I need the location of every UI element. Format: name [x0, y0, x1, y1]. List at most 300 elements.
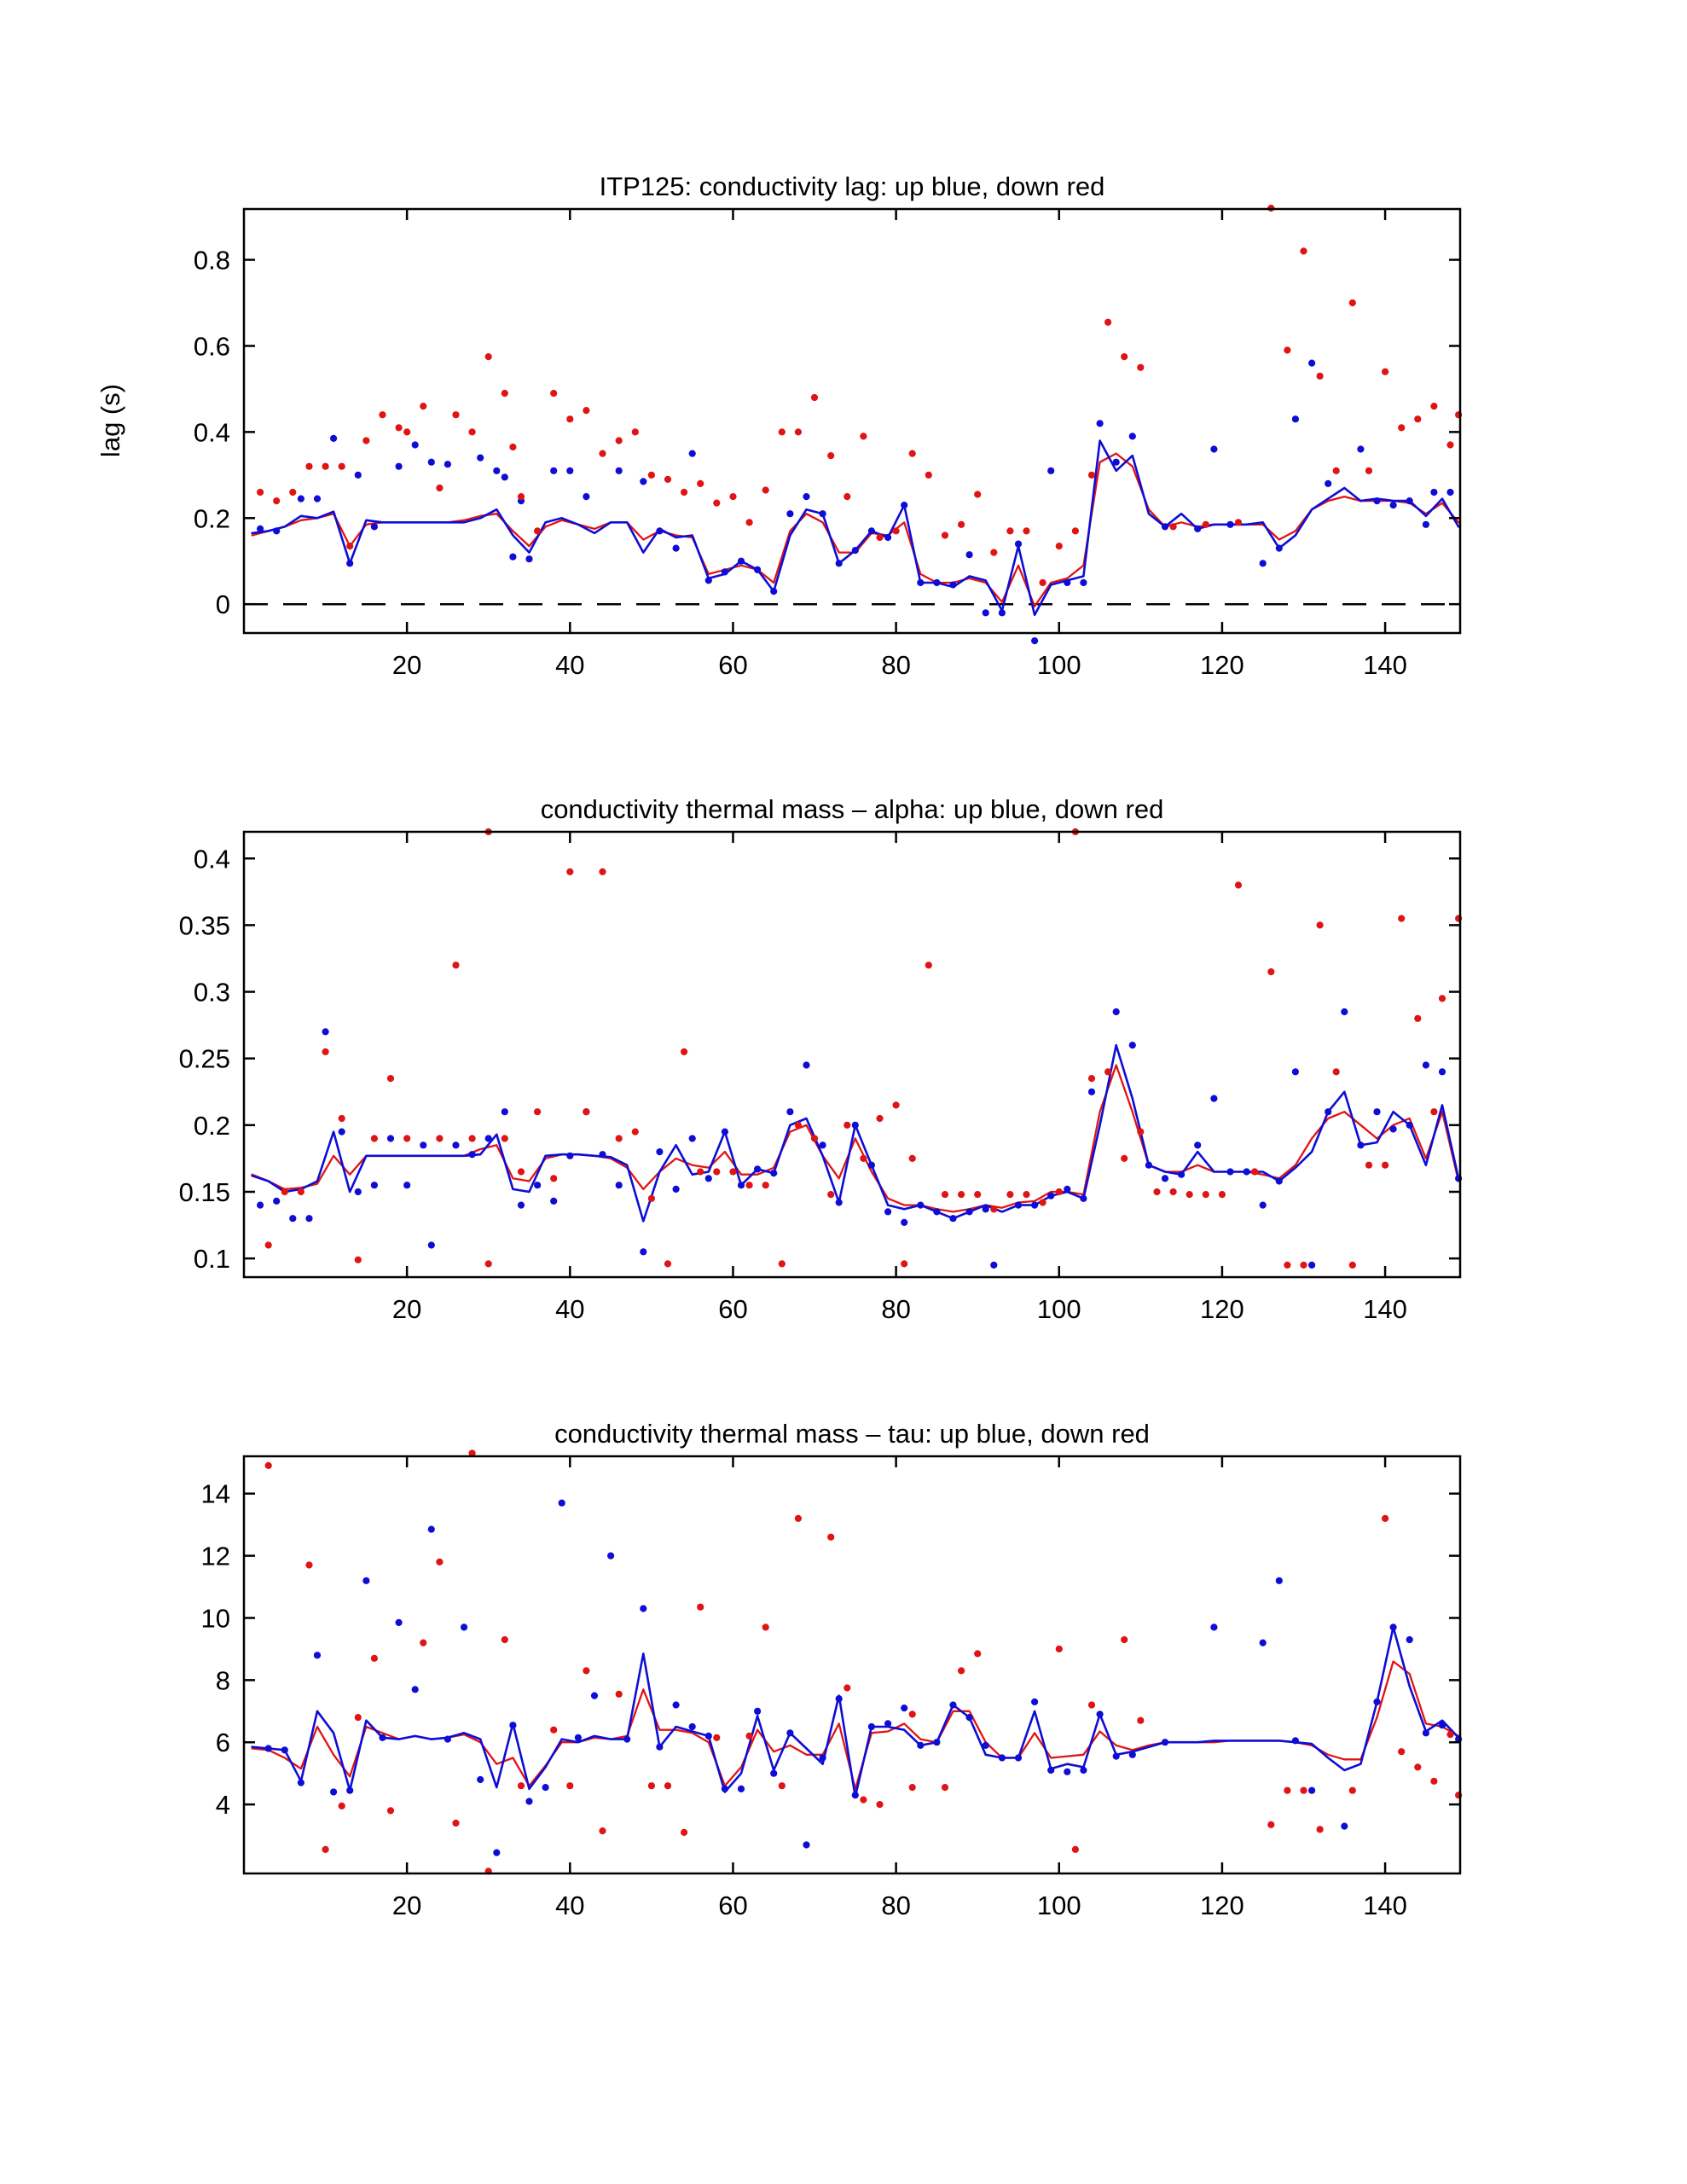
scatter-dot-down	[305, 1561, 312, 1568]
scatter-dot-down	[566, 1782, 573, 1789]
x-tick-label: 120	[1200, 1891, 1244, 1920]
scatter-dot-down	[1121, 1636, 1128, 1643]
scatter-dot-up	[362, 1577, 369, 1584]
scatter-dot-up	[583, 493, 589, 500]
x-tick-label: 140	[1363, 1891, 1407, 1920]
scatter-dot-down	[811, 1135, 818, 1141]
scatter-dot-up	[1031, 1202, 1038, 1209]
scatter-dot-down	[469, 1135, 476, 1141]
scatter-dot-up	[1162, 1739, 1168, 1745]
scatter-dot-up	[534, 1182, 541, 1188]
plot1-y-axis-label: lag (s)	[96, 383, 125, 458]
y-tick-label: 14	[200, 1478, 230, 1509]
scatter-dot-up	[1015, 541, 1022, 548]
scatter-dot-up	[1097, 420, 1104, 427]
scatter-dot-up	[1226, 1168, 1233, 1175]
x-tick-label: 60	[718, 1294, 748, 1324]
scatter-dot-up	[949, 1701, 956, 1708]
x-tick-label: 120	[1200, 1294, 1244, 1324]
scatter-dot-up	[754, 1165, 761, 1172]
scatter-dot-down	[1414, 1015, 1421, 1022]
scatter-dot-down	[362, 437, 369, 444]
scatter-dot-down	[762, 1182, 769, 1188]
scatter-dot-down	[1430, 1778, 1437, 1785]
scatter-dot-up	[1129, 1751, 1136, 1758]
scatter-dot-down	[762, 486, 769, 493]
scatter-dot-up	[1080, 1767, 1087, 1774]
scatter-dot-down	[1235, 881, 1242, 888]
scatter-dot-down	[501, 1636, 508, 1643]
scatter-dot-down	[827, 1534, 834, 1541]
scatter-dot-up	[330, 435, 337, 442]
scatter-dot-down	[1040, 579, 1046, 586]
scatter-dot-up	[428, 459, 435, 466]
scatter-dot-up	[966, 1714, 973, 1721]
scatter-dot-down	[1072, 1846, 1079, 1853]
scatter-dot-up	[257, 1202, 264, 1209]
scatter-dot-up	[273, 527, 280, 534]
scatter-dot-up	[1210, 1623, 1217, 1630]
scatter-dot-down	[1267, 968, 1274, 975]
x-tick-label: 20	[391, 650, 422, 680]
scatter-dot-up	[999, 609, 1006, 616]
y-tick-label: 8	[215, 1665, 230, 1696]
scatter-dot-down	[697, 1168, 704, 1175]
scatter-dot-up	[722, 1129, 728, 1136]
scatter-dot-down	[1203, 521, 1209, 528]
scatter-dot-down	[1104, 1068, 1111, 1075]
scatter-dot-down	[713, 1168, 720, 1175]
scatter-dot-down	[681, 1048, 687, 1055]
scatter-dot-up	[1406, 1122, 1413, 1129]
scatter-dot-down	[1414, 415, 1421, 422]
y-tick-label: 0.1	[193, 1244, 230, 1275]
y-tick-label: 0.25	[178, 1043, 230, 1074]
scatter-dot-up	[444, 1736, 451, 1743]
scatter-dot-down	[648, 1195, 655, 1202]
scatter-dot-up	[640, 1605, 646, 1612]
scatter-dot-up	[1390, 1623, 1397, 1630]
scatter-dot-up	[1015, 1202, 1022, 1209]
scatter-dot-down	[501, 390, 508, 397]
scatter-dot-down	[844, 1684, 850, 1691]
scatter-dot-down	[1006, 527, 1013, 534]
scatter-dot-down	[1414, 1763, 1421, 1770]
scatter-dot-up	[623, 1736, 630, 1743]
scatter-dot-up	[754, 1708, 761, 1715]
scatter-dot-up	[901, 502, 907, 508]
scatter-dot-down	[534, 527, 541, 534]
scatter-dot-down	[827, 452, 834, 459]
scatter-dot-down	[509, 444, 516, 450]
scatter-dot-down	[827, 1191, 834, 1198]
scatter-dot-up	[1276, 1177, 1283, 1184]
y-tick-label: 0.2	[193, 1110, 230, 1141]
scatter-dot-down	[648, 1782, 655, 1789]
x-tick-label: 80	[881, 650, 911, 680]
scatter-dot-up	[599, 1151, 606, 1158]
scatter-dot-down	[616, 437, 623, 444]
scatter-dot-down	[371, 1135, 378, 1141]
scatter-dot-up	[933, 1739, 940, 1745]
scatter-dot-down	[779, 1260, 786, 1267]
scatter-dot-down	[1300, 1787, 1307, 1794]
scatter-dot-down	[1056, 1188, 1063, 1195]
scatter-dot-up	[770, 588, 777, 595]
scatter-dot-up	[542, 1784, 549, 1791]
scatter-dot-up	[550, 1198, 557, 1205]
scatter-dot-down	[1439, 995, 1446, 1002]
scatter-dot-down	[664, 1260, 671, 1267]
scatter-dot-down	[273, 497, 280, 504]
scatter-dot-up	[1292, 1068, 1299, 1075]
scatter-dot-up	[314, 496, 321, 502]
x-tick-label: 80	[881, 1891, 911, 1920]
scatter-dot-up	[673, 1701, 680, 1708]
y-tick-label: 10	[200, 1603, 230, 1634]
scatter-dot-down	[860, 433, 867, 439]
scatter-dot-down	[974, 1191, 981, 1198]
scatter-dot-down	[1382, 1515, 1388, 1522]
scatter-dot-down	[876, 1115, 883, 1122]
scatter-dot-up	[1113, 459, 1120, 466]
scatter-dot-down	[550, 1727, 557, 1734]
scatter-dot-up	[933, 579, 940, 586]
scatter-dot-up	[1080, 1195, 1087, 1202]
scatter-dot-up	[509, 554, 516, 561]
scatter-dot-down	[648, 472, 655, 479]
scatter-dot-down	[322, 1846, 329, 1853]
scatter-dot-up	[1162, 1175, 1168, 1182]
scatter-dot-down	[534, 1108, 541, 1115]
y-tick-label: 0.8	[193, 245, 230, 276]
scatter-dot-down	[860, 1155, 867, 1162]
scatter-dot-up	[917, 1202, 924, 1209]
scatter-dot-up	[428, 1526, 435, 1533]
scatter-dot-down	[713, 1734, 720, 1741]
scatter-dot-up	[525, 1798, 532, 1804]
scatter-dot-up	[1064, 1769, 1070, 1775]
x-tick-label: 60	[718, 650, 748, 680]
scatter-dot-up	[273, 1198, 280, 1205]
scatter-dot-down	[990, 549, 997, 556]
scatter-dot-down	[1300, 247, 1307, 254]
scatter-dot-up	[1357, 1141, 1364, 1148]
plot3-title: conductivity thermal mass – tau: up blue, down red	[554, 1419, 1150, 1449]
scatter-dot-down	[387, 1807, 394, 1814]
scatter-dot-down	[1365, 468, 1372, 474]
scatter-dot-down	[990, 1205, 997, 1212]
scatter-dot-down	[452, 961, 459, 968]
scatter-dot-up	[786, 510, 793, 517]
scatter-dot-up	[1162, 523, 1168, 530]
scatter-dot-up	[518, 1202, 525, 1209]
scatter-dot-down	[632, 428, 639, 435]
scatter-dot-down	[1398, 1748, 1405, 1755]
scatter-dot-up	[1064, 579, 1070, 586]
scatter-dot-up	[656, 527, 663, 534]
scatter-dot-up	[1129, 1042, 1136, 1048]
scatter-dot-up	[673, 1186, 680, 1193]
scatter-dot-up	[591, 1693, 598, 1699]
scatter-dot-down	[469, 428, 476, 435]
scatter-dot-down	[1137, 364, 1144, 371]
scatter-dot-down	[339, 1115, 345, 1122]
scatter-dot-up	[852, 547, 859, 554]
scatter-dot-up	[803, 493, 809, 500]
scatter-dot-up	[477, 1776, 484, 1783]
scatter-dot-down	[844, 493, 850, 500]
scatter-dot-up	[616, 1182, 623, 1188]
scatter-dot-up	[330, 1788, 337, 1795]
scatter-dot-up	[836, 560, 843, 566]
scatter-dot-up	[705, 577, 712, 584]
scatter-dot-up	[485, 1135, 492, 1141]
scatter-dot-up	[884, 1208, 891, 1215]
scatter-dot-up	[820, 1754, 826, 1761]
scatter-dot-up	[559, 1500, 565, 1507]
scatter-dot-down	[1382, 1162, 1388, 1169]
y-tick-label: 0.15	[178, 1176, 230, 1207]
scatter-dot-down	[298, 1188, 304, 1195]
scatter-dot-down	[346, 543, 353, 549]
scatter-dot-up	[371, 523, 378, 530]
scatter-dot-up	[983, 1742, 989, 1749]
scatter-dot-down	[485, 353, 492, 360]
scatter-dot-down	[501, 1135, 508, 1141]
scatter-dot-down	[583, 407, 589, 414]
scatter-dot-up	[1430, 489, 1437, 496]
scatter-dot-down	[1251, 1168, 1258, 1175]
scatter-dot-down	[1446, 1731, 1453, 1738]
scatter-dot-up	[1113, 1753, 1120, 1760]
scatter-dot-down	[1349, 1787, 1356, 1794]
scatter-dot-up	[884, 1720, 891, 1727]
scatter-dot-down	[616, 1691, 623, 1698]
scatter-dot-up	[1341, 1823, 1348, 1830]
scatter-dot-up	[966, 551, 973, 558]
scatter-dot-up	[705, 1175, 712, 1182]
scatter-dot-down	[1382, 369, 1388, 375]
scatter-dot-down	[518, 1782, 525, 1789]
scatter-dot-down	[1104, 319, 1111, 326]
scatter-dot-up	[1446, 489, 1453, 496]
scatter-dot-down	[1446, 441, 1453, 448]
scatter-dot-up	[656, 1744, 663, 1751]
scatter-dot-up	[820, 1141, 826, 1148]
scatter-dot-down	[436, 485, 443, 491]
scatter-dot-up	[820, 510, 826, 517]
scatter-dot-up	[1292, 1737, 1299, 1744]
scatter-dot-up	[1390, 502, 1397, 508]
x-tick-label: 40	[555, 650, 585, 680]
scatter-dot-up	[901, 1219, 907, 1226]
scatter-dot-down	[876, 1801, 883, 1808]
scatter-dot-up	[852, 1122, 859, 1129]
scatter-dot-up	[966, 1208, 973, 1215]
scatter-dot-down	[1056, 1646, 1063, 1653]
scatter-dot-up	[640, 478, 646, 485]
scatter-dot-up	[738, 1786, 745, 1792]
scatter-dot-down	[1219, 1191, 1226, 1198]
scatter-dot-up	[1308, 1787, 1315, 1794]
scatter-dot-down	[925, 961, 932, 968]
scatter-dot-up	[1439, 1722, 1446, 1728]
scatter-dot-up	[501, 473, 508, 480]
scatter-dot-down	[664, 476, 671, 483]
scatter-dot-up	[1047, 468, 1054, 474]
scatter-dot-down	[1284, 1262, 1290, 1269]
scatter-dot-up	[387, 1135, 394, 1141]
scatter-dot-up	[1423, 1729, 1429, 1736]
y-tick-label: 0.2	[193, 503, 230, 534]
scatter-dot-down	[1170, 1188, 1177, 1195]
scatter-dot-up	[1325, 480, 1331, 487]
scatter-dot-up	[550, 468, 557, 474]
scatter-dot-down	[909, 1155, 916, 1162]
scatter-dot-up	[1226, 521, 1233, 528]
scatter-dot-down	[518, 1168, 525, 1175]
scatter-dot-up	[917, 1742, 924, 1749]
scatter-dot-down	[729, 1168, 736, 1175]
scatter-dot-down	[257, 489, 264, 496]
scatter-dot-up	[575, 1734, 582, 1741]
scatter-dot-down	[583, 1667, 589, 1674]
scatter-dot-down	[811, 394, 818, 401]
scatter-dot-up	[1260, 1640, 1267, 1647]
scatter-dot-down	[909, 1711, 916, 1717]
x-tick-label: 100	[1036, 1891, 1081, 1920]
scatter-dot-down	[1170, 523, 1177, 530]
scatter-dot-up	[1145, 1162, 1152, 1169]
scatter-dot-up	[1308, 1262, 1315, 1269]
scatter-dot-up	[689, 1723, 696, 1730]
scatter-dot-down	[746, 1182, 753, 1188]
scatter-dot-down	[860, 1797, 867, 1804]
scatter-dot-up	[281, 1746, 288, 1753]
scatter-dot-up	[803, 1841, 809, 1848]
scatter-dot-down	[1088, 1075, 1095, 1082]
scatter-dot-up	[346, 560, 353, 566]
scatter-dot-up	[868, 1162, 875, 1169]
scatter-dot-down	[1023, 527, 1029, 534]
scatter-dot-up	[1373, 1108, 1380, 1115]
scatter-dot-down	[322, 463, 329, 470]
scatter-dot-down	[901, 1260, 907, 1267]
scatter-dot-down	[1317, 373, 1324, 380]
scatter-dot-up	[770, 1170, 777, 1176]
scatter-dot-down	[1040, 1199, 1046, 1205]
x-tick-label: 20	[391, 1891, 422, 1920]
scatter-dot-down	[1121, 353, 1128, 360]
scatter-dot-down	[583, 1108, 589, 1115]
scatter-dot-down	[420, 1640, 426, 1647]
scatter-dot-down	[713, 500, 720, 507]
scatter-dot-down	[795, 428, 802, 435]
scatter-dot-down	[396, 424, 403, 431]
scatter-dot-up	[420, 1141, 426, 1148]
scatter-dot-up	[689, 1135, 696, 1141]
scatter-dot-up	[1439, 1068, 1446, 1075]
scatter-dot-up	[1276, 545, 1283, 552]
scatter-dot-down	[1349, 1262, 1356, 1269]
scatter-dot-up	[901, 1705, 907, 1711]
scatter-dot-down	[909, 1784, 916, 1791]
scatter-dot-up	[396, 463, 403, 470]
scatter-dot-up	[1373, 497, 1380, 504]
scatter-dot-down	[281, 1188, 288, 1195]
scatter-dot-down	[1333, 468, 1340, 474]
scatter-dot-down	[1430, 1108, 1437, 1115]
scatter-dot-up	[868, 1723, 875, 1730]
scatter-dot-down	[1186, 1191, 1193, 1198]
scatter-dot-up	[1031, 637, 1038, 644]
scatter-dot-down	[876, 534, 883, 541]
scatter-dot-down	[697, 480, 704, 487]
scatter-dot-up	[1260, 1202, 1267, 1209]
scatter-dot-down	[1137, 1717, 1144, 1724]
scatter-dot-down	[265, 1462, 272, 1469]
scatter-dot-down	[1072, 527, 1079, 534]
scatter-dot-up	[1390, 1125, 1397, 1132]
scatter-dot-down	[681, 489, 687, 496]
scatter-dot-down	[893, 527, 900, 534]
scatter-dot-up	[1276, 1577, 1283, 1584]
scatter-dot-up	[1194, 526, 1201, 532]
scatter-dot-down	[420, 403, 426, 410]
scatter-dot-up	[298, 1780, 304, 1786]
scatter-dot-down	[403, 1135, 410, 1141]
scatter-dot-down	[485, 1260, 492, 1267]
scatter-dot-up	[1178, 1171, 1185, 1178]
scatter-dot-down	[746, 519, 753, 526]
scatter-dot-up	[738, 1182, 745, 1188]
plot1-title: ITP125: conductivity lag: up blue, down red	[599, 171, 1105, 201]
scatter-dot-up	[1129, 433, 1136, 439]
scatter-dot-down	[289, 489, 296, 496]
scatter-dot-down	[379, 411, 386, 418]
scatter-dot-up	[933, 1208, 940, 1215]
scatter-dot-down	[746, 1733, 753, 1740]
scatter-dot-down	[371, 1655, 378, 1662]
scatter-dot-up	[1373, 1699, 1380, 1705]
scatter-dot-up	[566, 468, 573, 474]
scatter-dot-down	[1398, 915, 1405, 922]
scatter-dot-up	[355, 472, 362, 479]
scatter-dot-up	[689, 450, 696, 457]
scatter-dot-down	[436, 1135, 443, 1141]
scatter-dot-up	[452, 1141, 459, 1148]
y-tick-label: 12	[200, 1541, 230, 1571]
scatter-dot-up	[803, 1061, 809, 1068]
x-tick-label: 100	[1036, 650, 1081, 680]
scatter-dot-down	[518, 493, 525, 500]
scatter-dot-up	[396, 1619, 403, 1626]
scatter-dot-up	[1308, 360, 1315, 367]
scatter-dot-up	[868, 527, 875, 534]
scatter-dot-up	[640, 1248, 646, 1255]
scatter-dot-up	[371, 1182, 378, 1188]
scatter-dot-up	[852, 1792, 859, 1798]
scatter-dot-down	[566, 415, 573, 422]
scatter-dot-up	[1244, 1168, 1250, 1175]
scatter-dot-down	[779, 428, 786, 435]
scatter-dot-down	[355, 1714, 362, 1721]
scatter-dot-up	[1260, 560, 1267, 566]
scatter-dot-down	[452, 1820, 459, 1827]
scatter-dot-down	[599, 868, 606, 875]
scatter-dot-down	[566, 868, 573, 875]
